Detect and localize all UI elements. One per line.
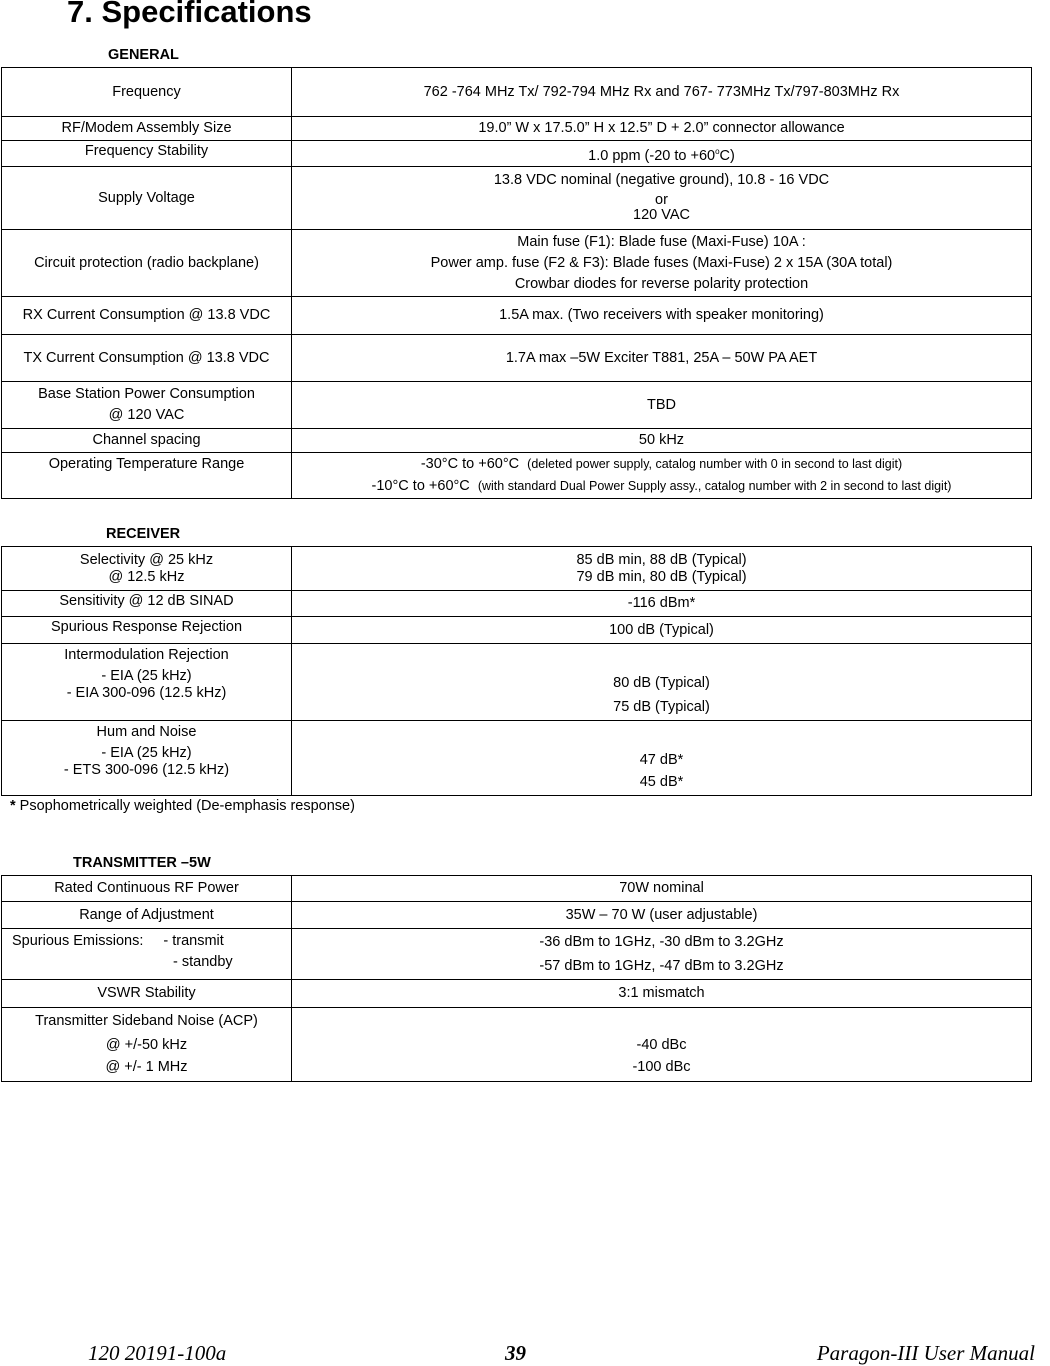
spec-value: -36 dBm to 1GHz, -30 dBm to 3.2GHz -57 dBm to 1GHz, -47 dBm to 3.2GHz <box>292 929 1032 980</box>
table-row <box>2 929 1032 980</box>
spec-label: Spurious Emissions: - transmit - standby <box>2 929 292 980</box>
table-row <box>2 721 1032 796</box>
receiver-heading: RECEIVER <box>106 526 181 542</box>
table-row <box>2 167 1032 230</box>
general-heading: GENERAL <box>108 47 179 63</box>
page-title: 7. Specifications <box>67 0 312 29</box>
table-row <box>2 297 1032 335</box>
table-row <box>2 453 1032 499</box>
table-row <box>2 335 1032 382</box>
spec-value: 13.8 VDC nominal (negative ground), 10.8 - 16 VDC or 120 VAC <box>292 167 1032 230</box>
table-row <box>2 429 1032 453</box>
transmitter-heading: TRANSMITTER –5W <box>73 855 211 871</box>
spec-label: Sensitivity @ 12 dB SINAD <box>2 591 292 617</box>
table-row <box>2 644 1032 721</box>
spec-value: 1.0 ppm (-20 to $+60^oC$) <box>292 141 1032 167</box>
spec-value: 80 dB (Typical) 75 dB (Typical) <box>292 644 1032 721</box>
spec-label: Supply Voltage <box>2 167 292 230</box>
spec-label: RX Current Consumption @ 13.8 VDC <box>2 297 292 335</box>
spec-label: Spurious Response Rejection <box>2 617 292 644</box>
spec-value: 47 dB* 45 dB* <box>292 721 1032 796</box>
spec-value: 50 kHz <box>292 429 1032 453</box>
spec-label: RF/Modem Assembly Size <box>2 117 292 141</box>
table-row <box>2 617 1032 644</box>
table-row <box>2 547 1032 591</box>
spec-value: 35W – 70 W (user adjustable) <box>292 902 1032 929</box>
spec-value: 1.5A max. (Two receivers with speaker monitoring) <box>292 297 1032 335</box>
spec-label: Transmitter Sideband Noise (ACP) @ +/-50 kHz @ +/- 1 MHz <box>2 1008 292 1082</box>
footnote: * Psophometrically weighted (De-emphasis response) <box>10 798 355 814</box>
table-row <box>2 902 1032 929</box>
table-row <box>2 230 1032 297</box>
table-row <box>2 68 1032 117</box>
transmitter-spec-table <box>1 875 1032 1082</box>
table-row <box>2 1008 1032 1082</box>
spec-label: Frequency Stability <box>2 141 292 167</box>
spec-value: -116 dBm* <box>292 591 1032 617</box>
footer-page-number: 39 <box>505 1341 526 1365</box>
spec-label: Circuit protection (radio backplane) <box>2 230 292 297</box>
spec-label: Rated Continuous RF Power <box>2 876 292 902</box>
spec-label: Frequency <box>2 68 292 117</box>
spec-value: 19.0” W x 17.5.0” H x 12.5” D + 2.0” connector allowance <box>292 117 1032 141</box>
spec-value: 762 -764 MHz Tx/ 792-794 MHz Rx and 767- 773MHz Tx/797-803MHz Rx <box>292 68 1032 117</box>
spec-label: Range of Adjustment <box>2 902 292 929</box>
spec-value: 100 dB (Typical) <box>292 617 1032 644</box>
table-row <box>2 141 1032 167</box>
spec-label: VSWR Stability <box>2 980 292 1008</box>
spec-label: Base Station Power Consumption @ 120 VAC <box>2 382 292 429</box>
spec-value: TBD <box>292 382 1032 429</box>
table-row <box>2 117 1032 141</box>
spec-value: 70W nominal <box>292 876 1032 902</box>
spec-label: Intermodulation Rejection - EIA (25 kHz) - EIA 300-096 (12.5 kHz) <box>2 644 292 721</box>
table-row <box>2 876 1032 902</box>
spec-value: Main fuse (F1): Blade fuse (Maxi-Fuse) 10A : Power amp. fuse (F2 & F3): Blade fuses (Maxi-Fuse) 2 x 15A (30A total) Crowbar diodes for reverse polarity protection <box>292 230 1032 297</box>
spec-label: Channel spacing <box>2 429 292 453</box>
spec-label: Hum and Noise - EIA (25 kHz) - ETS 300-096 (12.5 kHz) <box>2 721 292 796</box>
table-row <box>2 980 1032 1008</box>
spec-label: TX Current Consumption @ 13.8 VDC <box>2 335 292 382</box>
spec-label: Selectivity @ 25 kHz @ 12.5 kHz <box>2 547 292 591</box>
footer-manual-title: Paragon-III User Manual <box>816 1341 1035 1365</box>
table-row <box>2 382 1032 429</box>
spec-value: 3:1 mismatch <box>292 980 1032 1008</box>
receiver-spec-table <box>1 546 1032 796</box>
spec-value: -30°C to +60°C (deleted power supply, catalog number with 0 in second to last digit) -10°C to +60°C (with standard Dual Power Supply assy., catalog number with 2 in second to last digit) <box>292 453 1032 499</box>
general-spec-table <box>1 67 1032 499</box>
spec-value: 1.7A max –5W Exciter T881, 25A – 50W PA AET <box>292 335 1032 382</box>
spec-label: Operating Temperature Range <box>2 453 292 499</box>
spec-value: -40 dBc -100 dBc <box>292 1008 1032 1082</box>
table-row <box>2 591 1032 617</box>
spec-value: 85 dB min, 88 dB (Typical) 79 dB min, 80 dB (Typical) <box>292 547 1032 591</box>
footer-doc-number: 120 20191-100a <box>88 1341 227 1365</box>
